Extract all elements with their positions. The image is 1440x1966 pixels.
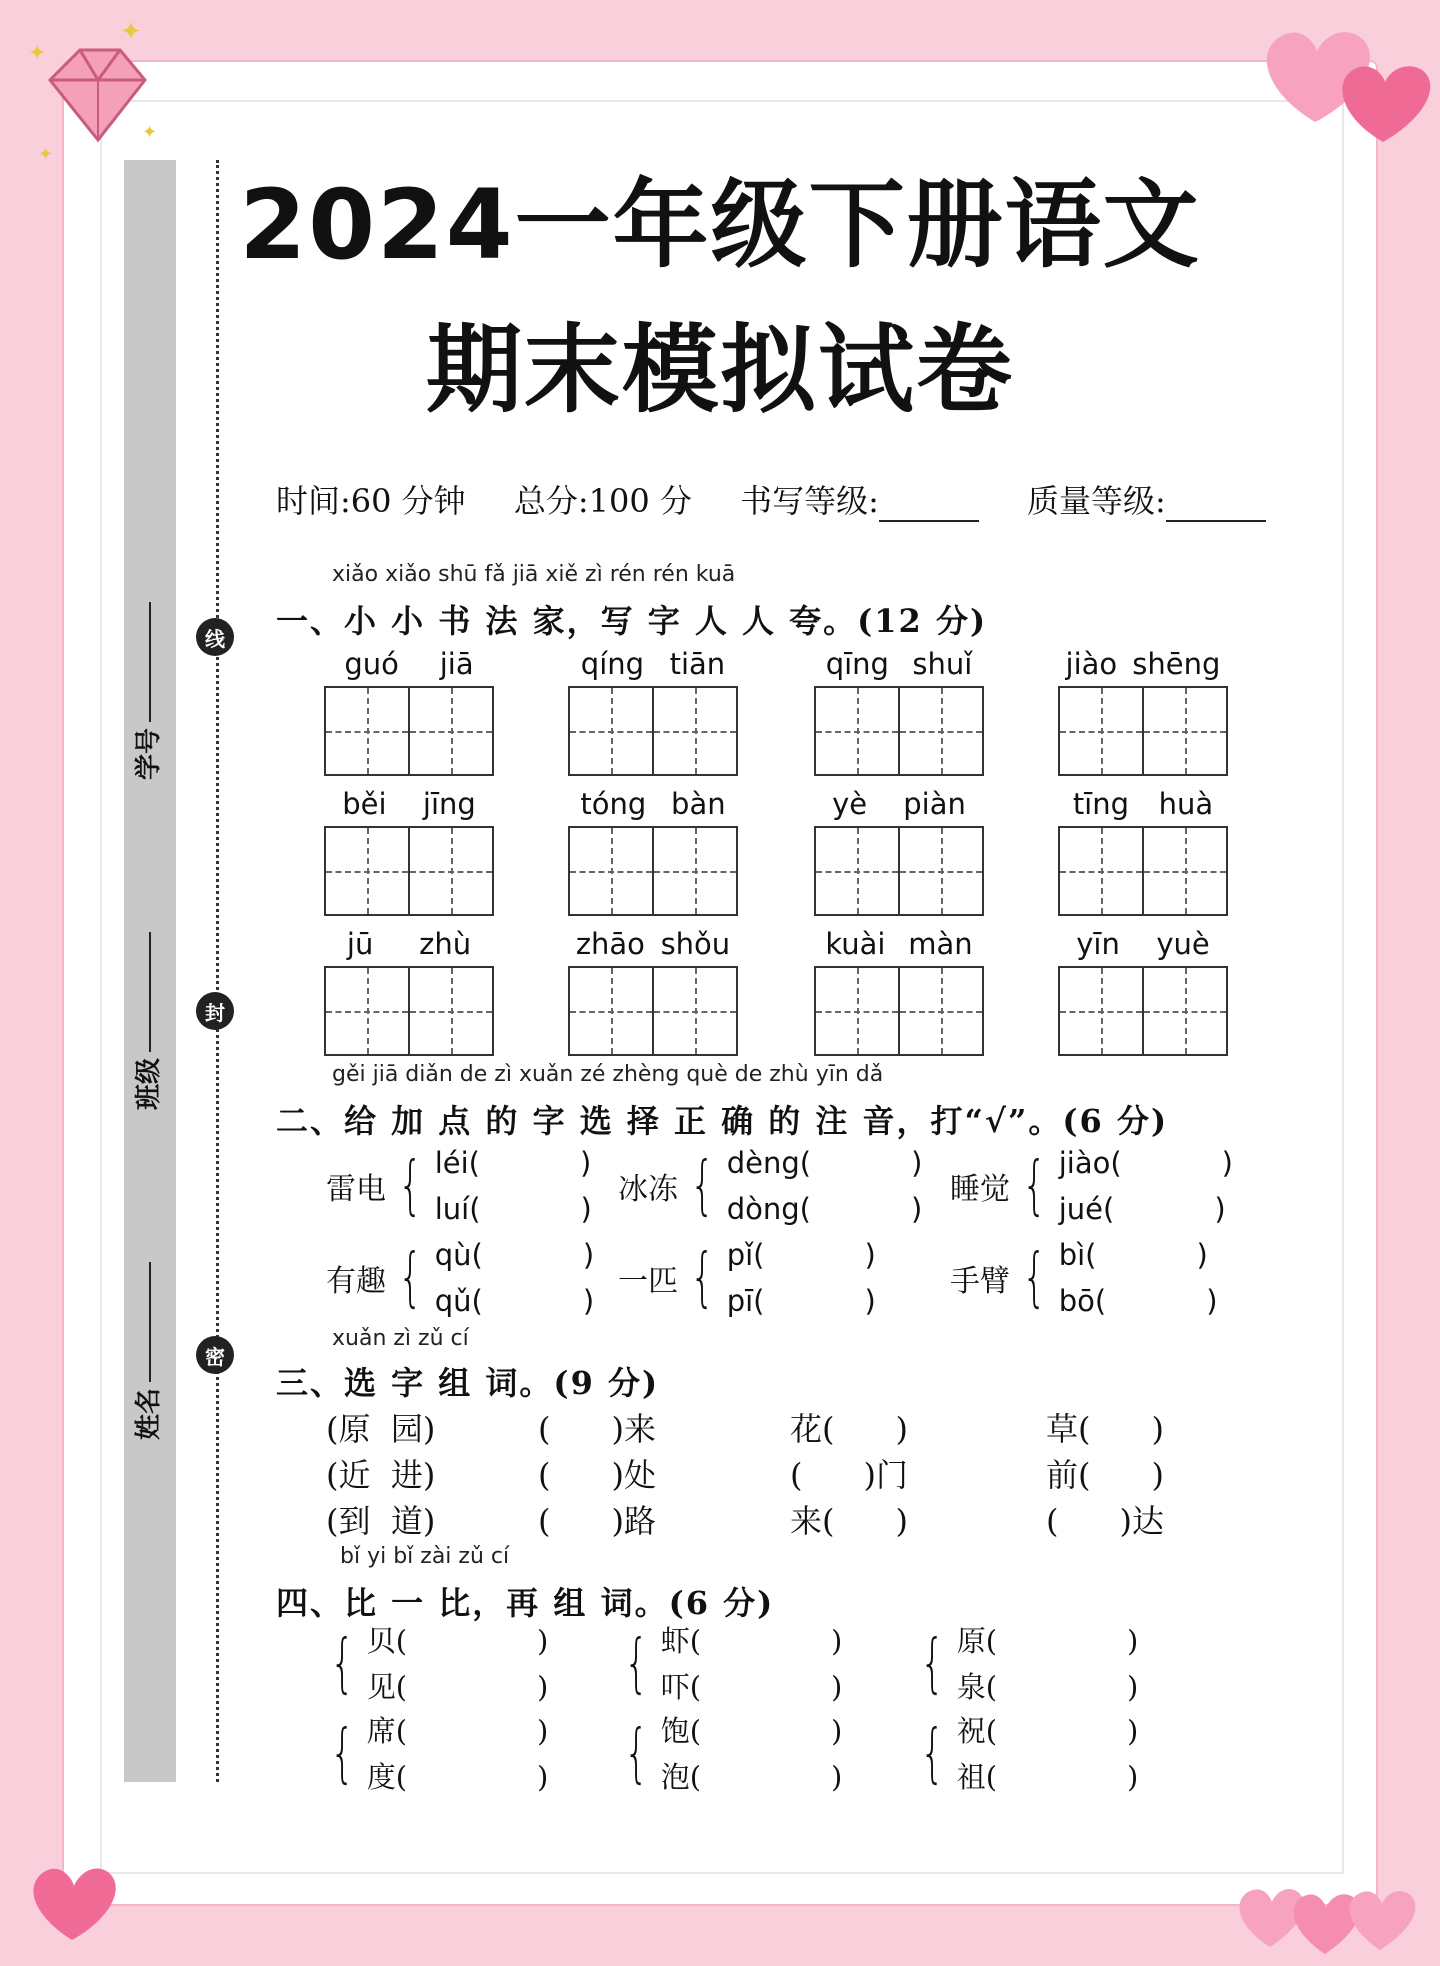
- pinyin-syllable: tiān: [669, 647, 726, 681]
- tian-grid-cell[interactable]: [570, 828, 654, 914]
- compare-row[interactable]: [661, 1664, 843, 1710]
- pinyin-option[interactable]: [435, 1278, 594, 1324]
- writing-grade-label: 书写等级:: [740, 482, 879, 520]
- class-blank[interactable]: [149, 932, 151, 1052]
- seal-line-badge: 线: [196, 618, 234, 656]
- name-field[interactable]: [128, 1262, 165, 1440]
- compare-char: 原(: [956, 1624, 998, 1658]
- writing-grid: [568, 926, 738, 1056]
- compare-group: [322, 1618, 548, 1710]
- pinyin-syllable: qíng: [580, 647, 645, 681]
- option-text: pī(: [726, 1284, 765, 1318]
- option-close: ): [911, 1146, 923, 1180]
- pinyin-option[interactable]: [1059, 1278, 1218, 1324]
- pinyin-syllable: jū: [346, 927, 374, 961]
- tian-grid-box[interactable]: [324, 686, 494, 776]
- tian-grid-cell[interactable]: [816, 828, 900, 914]
- tian-grid-cell[interactable]: [816, 968, 900, 1054]
- option-close: ): [1206, 1284, 1218, 1318]
- grid-pinyin: [1058, 646, 1228, 682]
- seal-seal-badge: 封: [196, 992, 234, 1030]
- pinyin-syllable: jiā: [439, 647, 474, 681]
- compare-close: ): [537, 1760, 549, 1794]
- compare-char: 吓(: [660, 1670, 702, 1704]
- time-info: 时间:60 分钟: [276, 482, 466, 520]
- pronunciation-item: [618, 1140, 922, 1232]
- section4-title: 四、比 一 比，再 组 词。(6 分): [276, 1584, 775, 1622]
- compare-char: 贝(: [366, 1624, 408, 1658]
- writing-grid: [568, 786, 738, 916]
- hearts-icon: [1230, 1862, 1430, 1962]
- fill-blank[interactable]: ( )达: [1046, 1502, 1165, 1540]
- brace-icon: {: [690, 1149, 715, 1223]
- option-text: qǔ(: [434, 1284, 483, 1318]
- compare-char: 见(: [366, 1670, 408, 1704]
- option-list: [435, 1232, 594, 1324]
- tian-grid-cell[interactable]: [326, 828, 410, 914]
- quality-grade-blank[interactable]: [1166, 490, 1266, 522]
- pinyin-option[interactable]: [1059, 1140, 1233, 1186]
- section2-pinyin: gěi jiā diǎn de zì xuǎn zé zhèng què de zhù yīn dǎ: [332, 1062, 884, 1087]
- tian-grid-box[interactable]: [814, 686, 984, 776]
- grid-pinyin: [324, 646, 494, 682]
- target-word: 手臂: [950, 1264, 1010, 1299]
- fill-blank[interactable]: ( )路: [538, 1502, 657, 1540]
- pronunciation-item: [326, 1140, 592, 1232]
- compare-char: 祝(: [956, 1714, 998, 1748]
- fill-blank[interactable]: 来( ): [790, 1502, 909, 1540]
- pinyin-option[interactable]: [1059, 1232, 1218, 1278]
- pinyin-syllable: tóng: [580, 787, 647, 821]
- tian-grid-cell[interactable]: [410, 828, 492, 914]
- pinyin-option[interactable]: [435, 1232, 594, 1278]
- option-list: [1059, 1232, 1218, 1324]
- pinyin-option[interactable]: [435, 1186, 592, 1232]
- option-text: jué(: [1058, 1192, 1115, 1226]
- pronunciation-item: [618, 1232, 876, 1324]
- pinyin-option[interactable]: [727, 1278, 876, 1324]
- student-id-blank[interactable]: [149, 602, 151, 722]
- pinyin-syllable: piàn: [903, 787, 966, 821]
- grid-pinyin: [324, 786, 494, 822]
- pinyin-option[interactable]: [1059, 1186, 1233, 1232]
- compare-row[interactable]: [661, 1754, 843, 1800]
- tian-grid-cell[interactable]: [1060, 968, 1144, 1054]
- writing-grid: [324, 646, 494, 776]
- compare-close: ): [831, 1760, 843, 1794]
- compare-row[interactable]: [957, 1664, 1139, 1710]
- compare-row[interactable]: [661, 1708, 843, 1754]
- fill-blank[interactable]: 花( ): [790, 1410, 909, 1448]
- svg-text:✦: ✦: [142, 122, 158, 143]
- grid-pinyin: [814, 646, 984, 682]
- compare-row[interactable]: [957, 1618, 1139, 1664]
- brace-icon: {: [398, 1149, 423, 1223]
- pinyin-syllable: shǒu: [660, 927, 731, 961]
- fill-blank[interactable]: ( )门: [790, 1456, 909, 1494]
- tian-grid-cell[interactable]: [654, 828, 736, 914]
- compare-row[interactable]: [957, 1708, 1139, 1754]
- grid-pinyin: [324, 926, 494, 962]
- brace-icon: {: [624, 1717, 649, 1791]
- section3-title: 三、选 字 组 词。(9 分): [276, 1364, 660, 1402]
- writing-grid: [1058, 646, 1228, 776]
- tian-grid-cell[interactable]: [654, 688, 736, 774]
- option-text: qù(: [434, 1238, 483, 1272]
- option-list: [727, 1140, 923, 1232]
- student-id-field[interactable]: [128, 602, 165, 780]
- compare-char: 泡(: [660, 1760, 702, 1794]
- pinyin-option[interactable]: [727, 1232, 876, 1278]
- tian-grid-box[interactable]: [324, 966, 494, 1056]
- pinyin-syllable: tīng: [1072, 787, 1130, 821]
- writing-grid: [568, 646, 738, 776]
- option-close: ): [582, 1238, 595, 1272]
- option-text: luí(: [434, 1192, 481, 1226]
- option-text: pǐ(: [726, 1238, 765, 1272]
- option-list: [727, 1232, 876, 1324]
- brace-icon: {: [1022, 1241, 1047, 1315]
- pinyin-syllable: qīng: [825, 647, 889, 681]
- brace-icon: {: [690, 1241, 715, 1315]
- tian-grid-cell[interactable]: [1060, 828, 1144, 914]
- compare-close: ): [831, 1714, 843, 1748]
- tian-grid-cell[interactable]: [1144, 828, 1226, 914]
- compare-group: [912, 1708, 1138, 1800]
- option-text: jiào(: [1058, 1146, 1122, 1180]
- hearts-icon: [1255, 12, 1440, 152]
- pinyin-option[interactable]: [727, 1140, 923, 1186]
- compare-row[interactable]: [367, 1708, 549, 1754]
- grid-pinyin: [1058, 786, 1228, 822]
- grid-pinyin: [814, 786, 984, 822]
- pronunciation-item: [950, 1232, 1218, 1324]
- compare-close: ): [1127, 1624, 1139, 1658]
- tian-grid-box[interactable]: [324, 826, 494, 916]
- compare-pair: [661, 1708, 843, 1800]
- brace-icon: {: [330, 1717, 355, 1791]
- compare-group: [322, 1708, 548, 1800]
- pinyin-syllable: yè: [832, 787, 868, 821]
- tian-grid-box[interactable]: [1058, 826, 1228, 916]
- target-word: 有趣: [326, 1264, 386, 1299]
- tian-grid-cell[interactable]: [654, 968, 736, 1054]
- writing-grid: [1058, 786, 1228, 916]
- option-text: dòng(: [726, 1192, 811, 1226]
- svg-text:✦: ✦: [120, 17, 142, 47]
- option-close: ): [582, 1284, 595, 1318]
- pinyin-syllable: běi: [342, 787, 387, 821]
- pinyin-syllable: jiào: [1065, 647, 1118, 681]
- pronunciation-item: [326, 1232, 594, 1324]
- quality-grade-label: 质量等级:: [1027, 482, 1166, 520]
- section1-title: 一、小 小 书 法 家，写 字 人 人 夸。(12 分): [276, 602, 988, 640]
- tian-grid-box[interactable]: [1058, 686, 1228, 776]
- gem-icon: [20, 10, 160, 160]
- compare-close: ): [1127, 1670, 1139, 1704]
- tian-grid-cell[interactable]: [326, 688, 410, 774]
- svg-text:✦: ✦: [38, 144, 54, 160]
- page-title: 2024一年级下册语文: [239, 169, 1201, 281]
- total-info: 总分:100 分: [513, 482, 692, 520]
- option-close: ): [1196, 1238, 1208, 1272]
- tian-grid-box[interactable]: [814, 826, 984, 916]
- compare-char: 席(: [366, 1714, 408, 1748]
- pronunciation-item: [950, 1140, 1233, 1232]
- pinyin-syllable: guó: [344, 647, 399, 681]
- tian-grid-cell[interactable]: [1060, 688, 1144, 774]
- compare-pair: [957, 1618, 1139, 1710]
- grid-pinyin: [568, 786, 738, 822]
- tian-grid-cell[interactable]: [900, 968, 982, 1054]
- pinyin-option[interactable]: [435, 1140, 592, 1186]
- pinyin-option[interactable]: [727, 1186, 923, 1232]
- writing-grid: [814, 786, 984, 916]
- compare-row[interactable]: [367, 1754, 549, 1800]
- compare-close: ): [831, 1624, 843, 1658]
- pinyin-syllable: kuài: [825, 927, 886, 961]
- compare-char: 度(: [366, 1760, 408, 1794]
- compare-pair: [367, 1618, 549, 1710]
- name-label: 姓名: [134, 1387, 164, 1440]
- fill-blank[interactable]: 前( ): [1046, 1456, 1165, 1494]
- pinyin-syllable: bàn: [671, 787, 726, 821]
- compare-char: 祖(: [956, 1760, 998, 1794]
- student-id-label: 学号: [134, 727, 164, 780]
- svg-text:✦: ✦: [28, 41, 47, 66]
- option-text: léi(: [434, 1146, 480, 1180]
- compare-close: ): [831, 1670, 843, 1704]
- class-label: 班级: [134, 1057, 164, 1110]
- compare-group: [616, 1708, 842, 1800]
- char-pair: (近 进): [326, 1456, 436, 1494]
- compare-char: 饱(: [660, 1714, 702, 1748]
- tian-grid-cell[interactable]: [326, 968, 410, 1054]
- tian-grid-box[interactable]: [568, 686, 738, 776]
- section2-title: 二、给 加 点 的 字 选 择 正 确 的 注 音，打“√”。(6 分): [276, 1102, 1169, 1140]
- compare-close: ): [1127, 1714, 1139, 1748]
- tian-grid-cell[interactable]: [410, 688, 492, 774]
- grid-pinyin: [1058, 926, 1228, 962]
- writing-grid: [814, 646, 984, 776]
- compare-row[interactable]: [367, 1664, 549, 1710]
- name-blank[interactable]: [149, 1262, 151, 1382]
- pinyin-syllable: màn: [908, 927, 973, 961]
- compare-close: ): [537, 1670, 549, 1704]
- fill-blank[interactable]: ( )处: [538, 1456, 657, 1494]
- pinyin-syllable: jīng: [422, 787, 476, 821]
- target-word: 一匹: [618, 1264, 678, 1299]
- section1-pinyin: xiǎo xiǎo shū fǎ jiā xiě zì rén rén kuā: [332, 562, 736, 587]
- option-text: bō(: [1058, 1284, 1107, 1318]
- section4-pinyin: bǐ yi bǐ zài zǔ cí: [340, 1544, 510, 1569]
- brace-icon: {: [398, 1241, 423, 1315]
- fill-blank[interactable]: 草( ): [1046, 1410, 1165, 1448]
- seal-secret-badge: 密: [196, 1336, 234, 1374]
- char-pair: (到 道): [326, 1502, 436, 1540]
- pinyin-syllable: shuǐ: [912, 647, 973, 681]
- brace-icon: {: [624, 1627, 649, 1701]
- option-close: ): [864, 1238, 876, 1272]
- target-word: 冰冻: [618, 1172, 678, 1207]
- heart-icon: [22, 1850, 122, 1950]
- section3-pinyin: xuǎn zì zǔ cí: [332, 1326, 469, 1351]
- char-pair: (原 园): [326, 1410, 436, 1448]
- grid-pinyin: [814, 926, 984, 962]
- pinyin-syllable: zhāo: [575, 927, 645, 961]
- compare-pair: [661, 1618, 843, 1710]
- compare-pair: [957, 1708, 1139, 1800]
- writing-grade: [740, 482, 979, 520]
- tian-grid-box[interactable]: [568, 826, 738, 916]
- brace-icon: {: [1022, 1149, 1047, 1223]
- option-list: [435, 1140, 592, 1232]
- grid-pinyin: [568, 646, 738, 682]
- option-list: [1059, 1140, 1233, 1232]
- fill-blank[interactable]: ( )来: [538, 1410, 657, 1448]
- pinyin-syllable: zhù: [419, 927, 472, 961]
- brace-icon: {: [920, 1717, 945, 1791]
- tian-grid-box[interactable]: [568, 966, 738, 1056]
- tian-grid-cell[interactable]: [410, 968, 492, 1054]
- writing-grid: [1058, 926, 1228, 1056]
- writing-grade-blank[interactable]: [879, 490, 979, 522]
- option-close: ): [910, 1192, 923, 1226]
- compare-group: [912, 1618, 1138, 1710]
- tian-grid-box[interactable]: [814, 966, 984, 1056]
- compare-close: ): [1127, 1760, 1139, 1794]
- tian-grid-cell[interactable]: [1144, 688, 1226, 774]
- compare-row[interactable]: [661, 1618, 843, 1664]
- brace-icon: {: [920, 1627, 945, 1701]
- compare-char: 泉(: [956, 1670, 998, 1704]
- option-close: ): [1214, 1192, 1226, 1226]
- option-close: ): [580, 1146, 592, 1180]
- compare-char: 虾(: [660, 1624, 702, 1658]
- tian-grid-cell[interactable]: [900, 828, 982, 914]
- exam-info: [276, 476, 1304, 522]
- pinyin-syllable: yuè: [1156, 927, 1210, 961]
- tian-grid-cell[interactable]: [900, 688, 982, 774]
- option-close: ): [864, 1284, 876, 1318]
- pinyin-syllable: yīn: [1076, 927, 1120, 961]
- writing-grid: [814, 926, 984, 1056]
- option-close: ): [580, 1192, 592, 1226]
- tian-grid-cell[interactable]: [570, 688, 654, 774]
- tian-grid-cell[interactable]: [816, 688, 900, 774]
- page-subtitle: 期末模拟试卷: [426, 314, 1014, 426]
- grid-pinyin: [568, 926, 738, 962]
- tian-grid-box[interactable]: [1058, 966, 1228, 1056]
- tian-grid-cell[interactable]: [1144, 968, 1226, 1054]
- compare-pair: [367, 1708, 549, 1800]
- compare-row[interactable]: [957, 1754, 1139, 1800]
- pinyin-syllable: shēng: [1132, 647, 1221, 681]
- target-word: 雷电: [326, 1172, 386, 1207]
- brace-icon: {: [330, 1627, 355, 1701]
- writing-grid: [324, 786, 494, 916]
- target-word: 睡觉: [950, 1172, 1010, 1207]
- compare-row[interactable]: [367, 1618, 549, 1664]
- option-text: dèng(: [726, 1146, 812, 1180]
- tian-grid-cell[interactable]: [570, 968, 654, 1054]
- compare-close: ): [537, 1714, 549, 1748]
- option-close: ): [1221, 1146, 1233, 1180]
- quality-grade: [1027, 482, 1266, 520]
- pinyin-syllable: huà: [1158, 787, 1214, 821]
- compare-close: ): [537, 1624, 549, 1658]
- option-text: bì(: [1058, 1238, 1097, 1272]
- writing-grid: [324, 926, 494, 1056]
- class-field[interactable]: [128, 932, 165, 1110]
- compare-group: [616, 1618, 842, 1710]
